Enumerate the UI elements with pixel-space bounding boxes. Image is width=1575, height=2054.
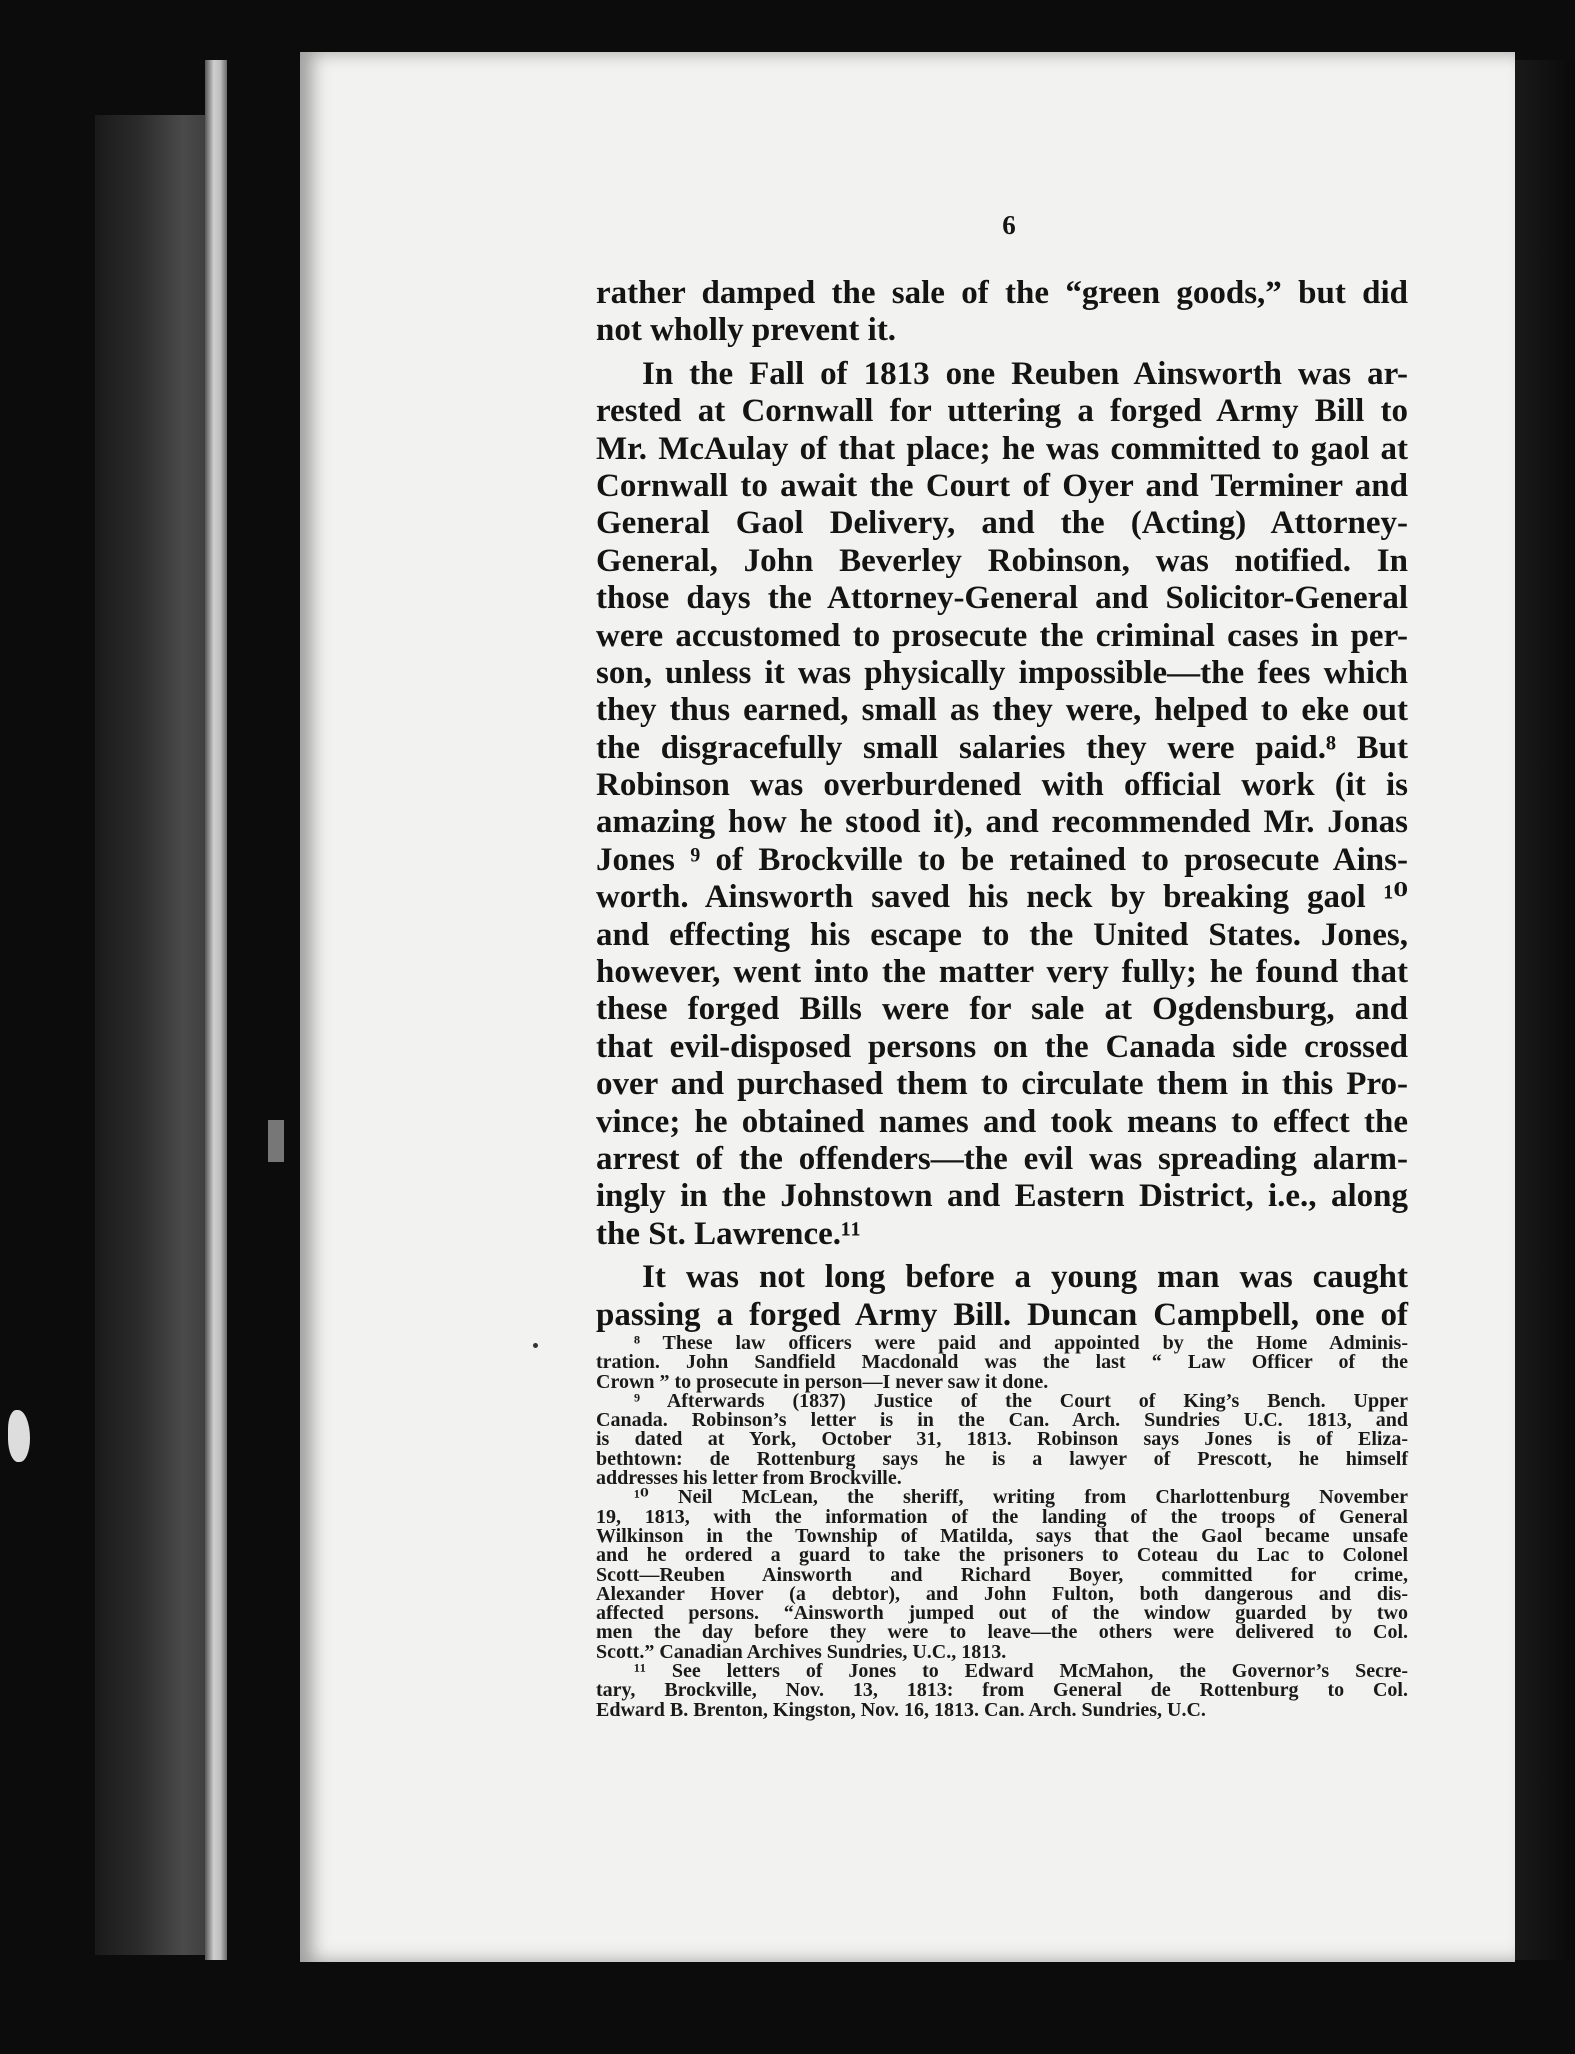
text-line: General Gaol Delivery, and the (Acting) Attorney- bbox=[596, 505, 1408, 542]
text-line: Jones ⁹ of Brockville to be retained to prosecute Ains- bbox=[596, 841, 1408, 878]
text-line: worth. Ainsworth saved his neck by breaking gaol ¹⁰ bbox=[596, 879, 1408, 916]
footnote-line: tary, Brockville, Nov. 13, 1813: from General de Rottenburg to Col. bbox=[596, 1679, 1408, 1702]
footnote-line: Canada. Robinson’s letter is in the Can. Arch. Sundries U.C. 1813, and bbox=[596, 1409, 1408, 1432]
facing-page-edge bbox=[1515, 60, 1575, 1960]
footnote-line: Scott.” Canadian Archives Sundries, U.C., 1813. bbox=[596, 1640, 1007, 1663]
footnote-line: ⁸ These law officers were paid and appointed by the Home Adminis- bbox=[634, 1332, 1408, 1354]
text-line: ingly in the Johnstown and Eastern District, i.e., along bbox=[596, 1178, 1408, 1215]
text-line: Robinson was overburdened with official work (it is bbox=[596, 767, 1408, 804]
text-line: rather damped the sale of the “green goods,” but did bbox=[596, 275, 1408, 311]
footnote-line: Wilkinson in the Township of Matilda, says that the Gaol became unsafe bbox=[596, 1524, 1408, 1547]
text-line: Mr. McAulay of that place; he was committed to gaol at bbox=[596, 430, 1408, 467]
paragraph bbox=[596, 1259, 1408, 1334]
footnote-line: and he ordered a guard to take the prisoners to Coteau du Lac to Colonel bbox=[596, 1544, 1408, 1567]
text-line: General, John Beverley Robinson, was notified. In bbox=[596, 542, 1408, 579]
footnote-11 bbox=[596, 1662, 1408, 1720]
footnote-line: Scott—Reuben Ainsworth and Richard Boyer, committed for crime, bbox=[596, 1563, 1408, 1586]
body-text bbox=[596, 275, 1408, 1334]
text-line: the disgracefully small salaries they were paid.⁸ But bbox=[596, 729, 1408, 766]
text-line: passing a forged Army Bill. Duncan Campbell, one of bbox=[596, 1296, 1408, 1333]
text-line: rested at Cornwall for uttering a forged Army Bill to bbox=[596, 393, 1408, 430]
text-line: arrest of the offenders—the evil was spreading alarm- bbox=[596, 1140, 1408, 1177]
footnotes bbox=[596, 1334, 1408, 1720]
scan-artifact bbox=[8, 1410, 30, 1462]
margin-dot bbox=[533, 1343, 538, 1348]
footnote-line: bethtown: de Rottenburg says he is a lawyer of Prescott, he himself bbox=[596, 1447, 1408, 1470]
footnote-line: Edward B. Brenton, Kingston, Nov. 16, 1813. Can. Arch. Sundries, U.C. bbox=[596, 1698, 1206, 1721]
text-line: however, went into the matter very fully; he found that bbox=[596, 954, 1408, 991]
footnote-line: addresses his letter from Brockville. bbox=[596, 1467, 902, 1490]
book-spine-shadow bbox=[95, 115, 220, 1955]
footnote-10 bbox=[596, 1488, 1408, 1662]
page-number: 6 bbox=[1002, 210, 1016, 240]
text-line: these forged Bills were for sale at Ogdensburg, and bbox=[596, 991, 1408, 1028]
text-line: those days the Attorney-General and Solicitor-General bbox=[596, 580, 1408, 617]
text-line: that evil-disposed persons on the Canada side crossed bbox=[596, 1028, 1408, 1065]
text-line: amazing how he stood it), and recommended Mr. Jonas bbox=[596, 804, 1408, 841]
text-line: Cornwall to await the Court of Oyer and Terminer and bbox=[596, 467, 1408, 504]
footnote-line: Crown ” to prosecute in person—I never saw it done. bbox=[596, 1370, 1049, 1393]
text-line: It was not long before a young man was caught bbox=[642, 1259, 1408, 1296]
text-line: In the Fall of 1813 one Reuben Ainsworth was ar- bbox=[642, 355, 1408, 392]
text-line: and effecting his escape to the United States. Jones, bbox=[596, 916, 1408, 953]
footnote-line: 19, 1813, with the information of the landing of the troops of General bbox=[596, 1505, 1408, 1528]
footnote-line: is dated at York, October 31, 1813. Robinson says Jones is of Eliza- bbox=[596, 1428, 1408, 1451]
footnote-line: Alexander Hover (a debtor), and John Fulton, both dangerous and dis- bbox=[596, 1582, 1408, 1605]
text-line: over and purchased them to circulate them in this Pro- bbox=[596, 1066, 1408, 1103]
footnote-line: tration. John Sandfield Macdonald was the last “ Law Officer of the bbox=[596, 1351, 1408, 1374]
footnote-line: men the day before they were to leave—the others were delivered to Col. bbox=[596, 1621, 1408, 1644]
text-line: son, unless it was physically impossible—the fees which bbox=[596, 654, 1408, 691]
footnote-line: ¹⁰ Neil McLean, the sheriff, writing from Charlottenburg November bbox=[634, 1486, 1408, 1509]
text-line: the St. Lawrence.¹¹ bbox=[596, 1215, 861, 1252]
book-page-edges bbox=[205, 60, 227, 1960]
footnote-line: ¹¹ See letters of Jones to Edward McMahon, the Governor’s Secre- bbox=[634, 1660, 1408, 1683]
binding-mark bbox=[268, 1120, 284, 1162]
footnote-9 bbox=[596, 1389, 1408, 1490]
text-line: not wholly prevent it. bbox=[596, 312, 897, 349]
footnote-line: ⁹ Afterwards (1837) Justice of the Court of King’s Bench. Upper bbox=[634, 1389, 1408, 1412]
paragraph bbox=[596, 275, 1408, 350]
footnote-line: affected persons. “Ainsworth jumped out of the window guarded by two bbox=[596, 1602, 1408, 1625]
paragraph bbox=[596, 356, 1408, 1253]
footnote-8 bbox=[596, 1334, 1408, 1392]
text-line: were accustomed to prosecute the criminal cases in per- bbox=[596, 617, 1408, 654]
text-line: they thus earned, small as they were, helped to eke out bbox=[596, 692, 1408, 729]
text-line: vince; he obtained names and took means to effect the bbox=[596, 1103, 1408, 1140]
